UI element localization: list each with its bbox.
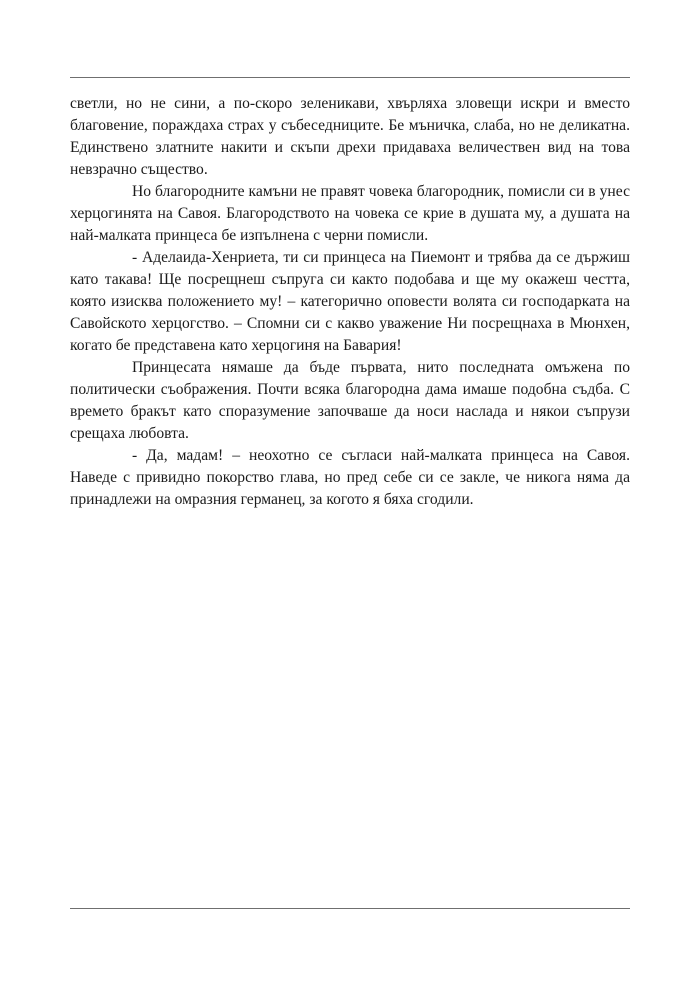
header-rule xyxy=(70,77,630,78)
paragraph-3: - Аделаида-Хенриета, ти си принцеса на Пиемонт и трябва да се държиш като такава! Ще посрещнеш съпруга си както подобава и ще му окажеш честта, която изисква положението му! – категорично оповести волята си господарката на Савойското херцогство. – Спомни си с какво уважение Ни посрещнаха в Мюнхен, когато бе представена като херцогиня на Бавария! xyxy=(70,249,630,354)
footer-rule xyxy=(70,908,630,909)
paragraph-1: светли, но не сини, а по-скоро зеленикави, хвърляха зловещи искри и вместо благовение, пораждаха страх у събеседниците. Бе мъничка, слаба, но не деликатна. Единствено златните накити и скъпи дрехи придаваха величествен вид на това невзрачно същество. xyxy=(70,95,630,178)
page-body xyxy=(70,93,630,511)
paragraph-4: Принцесата нямаше да бъде първата, нито последната омъжена по политически съображения. Почти всяка благородна дама имаше подобна съдба. С времето бракът като споразумение започваше да носи наслада и някои съпрузи срещаха любовта. xyxy=(70,359,630,442)
paragraph-5: - Да, мадам! – неохотно се съгласи най-малката принцеса на Савоя. Наведе с привидно покорство глава, но пред себе си се закле, че никога няма да принадлежи на омразния германец, за когото я бяха сгодили. xyxy=(70,447,630,508)
paragraph-2: Но благородните камъни не правят човека благородник, помисли си в унес херцогинята на Савоя. Благородството на човека се крие в душата му, а душата на най-малката принцеса бе изпълнена с черни помисли. xyxy=(70,183,630,244)
